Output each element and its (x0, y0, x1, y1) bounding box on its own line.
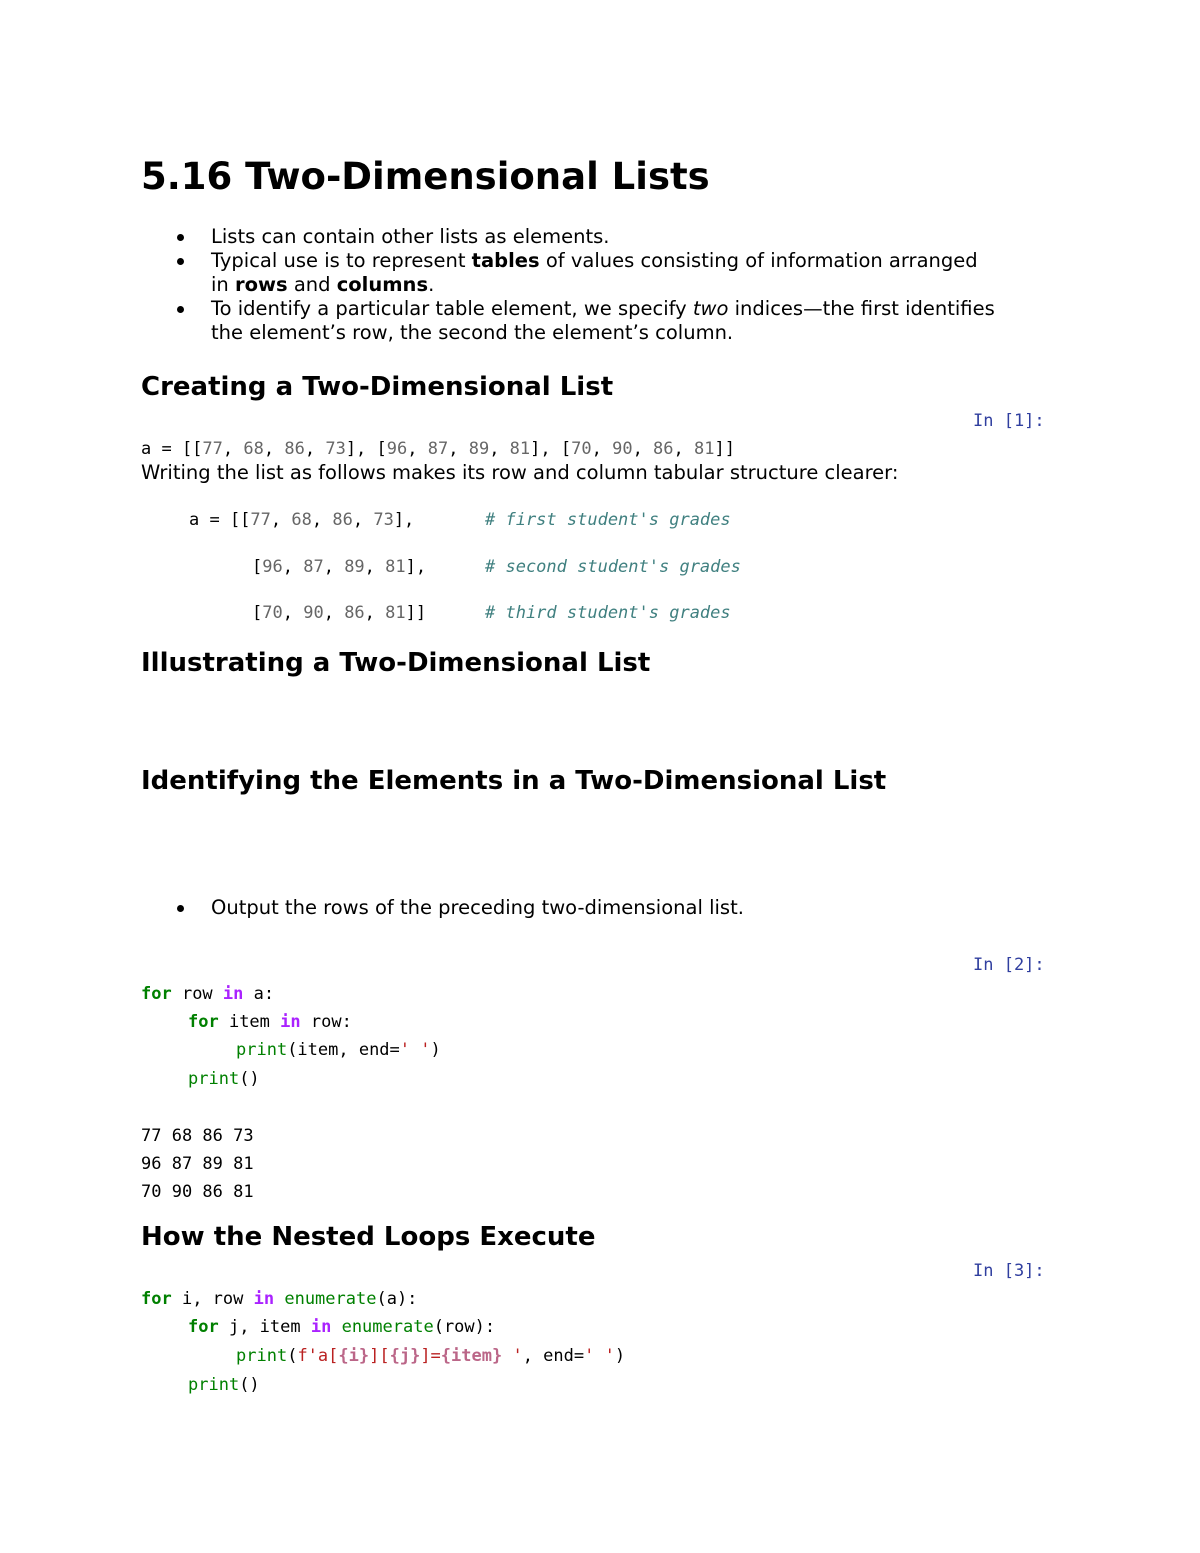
bullet-dot (177, 905, 184, 912)
output-line: 70 90 86 81 (141, 1182, 254, 1202)
body-paragraph: Writing the list as follows makes its row and column tabular structure clearer: (141, 461, 899, 484)
code-line[interactable]: print(item, end=' ') (236, 1040, 441, 1060)
code-cell-1[interactable]: a = [[77, 68, 86, 73], [96, 87, 89, 81], [70, 90, 86, 81]] (141, 439, 735, 459)
output-line: 96 87 89 81 (141, 1154, 254, 1174)
code-line[interactable]: for item in row: (188, 1012, 352, 1032)
code-line[interactable]: print() (188, 1069, 260, 1089)
bullet-dot (177, 306, 184, 313)
bullet-text-continued: the element’s row, the second the element’s column. (211, 321, 734, 344)
bullet-text-continued: in rows and columns. (211, 273, 435, 296)
code-comment: # first student's grades (485, 510, 731, 530)
code-line[interactable]: for j, item in enumerate(row): (188, 1317, 496, 1337)
cell-prompt-1: In [1]: (973, 411, 1045, 431)
code-line[interactable]: print() (188, 1375, 260, 1395)
section-heading-illustrating: Illustrating a Two-Dimensional List (141, 648, 651, 678)
output-line: 77 68 86 73 (141, 1126, 254, 1146)
code-line[interactable]: print(f'a[{i}][{j}]={item} ', end=' ') (236, 1346, 626, 1366)
code-line: [96, 87, 89, 81], (252, 557, 427, 577)
code-line[interactable]: for i, row in enumerate(a): (141, 1289, 418, 1309)
bullet-text: Output the rows of the preceding two-dimensional list. (211, 896, 744, 919)
code-line[interactable]: for row in a: (141, 984, 275, 1004)
code-line: [70, 90, 86, 81]] (252, 603, 427, 623)
code-line: a = [[77, 68, 86, 73], (189, 510, 415, 530)
bullet-text: Typical use is to represent tables of values consisting of information arranged (211, 249, 978, 272)
bullet-text: To identify a particular table element, we specify two indices—the first identifies (211, 297, 995, 320)
cell-prompt-3: In [3]: (973, 1261, 1045, 1281)
section-heading-creating: Creating a Two-Dimensional List (141, 372, 614, 402)
bullet-dot (177, 234, 184, 241)
code-comment: # second student's grades (485, 557, 741, 577)
page-title: 5.16 Two-Dimensional Lists (141, 155, 710, 198)
section-heading-nested: How the Nested Loops Execute (141, 1222, 596, 1252)
section-heading-identifying: Identifying the Elements in a Two-Dimensional List (141, 766, 887, 796)
cell-prompt-2: In [2]: (973, 955, 1045, 975)
code-comment: # third student's grades (485, 603, 731, 623)
bullet-text: Lists can contain other lists as elements. (211, 225, 610, 248)
bullet-dot (177, 258, 184, 265)
